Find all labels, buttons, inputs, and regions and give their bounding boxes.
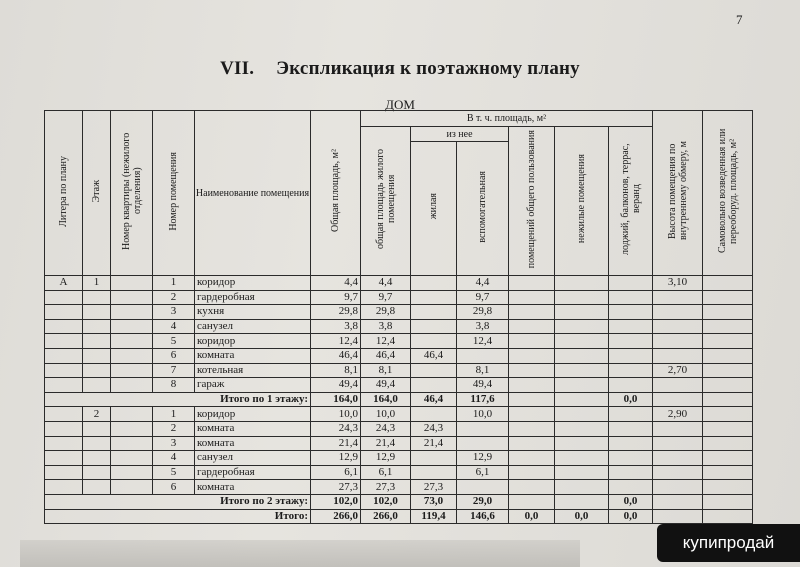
header-living: жилая <box>411 142 457 276</box>
cell-zhil_pom: 12,4 <box>361 334 411 349</box>
cell-room-number: 4 <box>153 319 195 334</box>
cell-vys <box>653 378 703 393</box>
cell-litera <box>45 378 83 393</box>
cell-vys: 2,70 <box>653 363 703 378</box>
cell-vspom: 49,4 <box>457 378 509 393</box>
cell-zhilaya: 46,4 <box>411 392 457 407</box>
cell-vys <box>653 436 703 451</box>
header-room-number: Номер помещения <box>153 111 195 276</box>
cell-obsh: 24,3 <box>311 421 361 436</box>
table-row <box>45 407 753 422</box>
cell-nezh <box>555 465 609 480</box>
cell-samov <box>703 305 753 320</box>
cell-zhilaya: 27,3 <box>411 480 457 495</box>
cell-nezh <box>555 319 609 334</box>
cell-lodzh <box>609 421 653 436</box>
cell-room-number: 2 <box>153 290 195 305</box>
cell-apartment <box>111 276 153 291</box>
header-litera: Литера по плану <box>45 111 83 276</box>
cell-zhil_pom: 6,1 <box>361 465 411 480</box>
header-including-area: В т. ч. площадь, м² <box>361 111 653 127</box>
table-row <box>45 276 753 291</box>
cell-obsh: 27,3 <box>311 480 361 495</box>
cell-vys <box>653 465 703 480</box>
cell-apartment <box>111 451 153 466</box>
cell-obshch <box>509 494 555 509</box>
cell-litera <box>45 305 83 320</box>
cell-samov <box>703 465 753 480</box>
cell-room-name: гардеробная <box>195 290 311 305</box>
cell-apartment <box>111 421 153 436</box>
header-common-use: помещений общего пользования <box>509 127 555 276</box>
cell-zhil_pom: 49,4 <box>361 378 411 393</box>
cell-vys <box>653 319 703 334</box>
cell-lodzh <box>609 348 653 363</box>
cell-obsh: 3,8 <box>311 319 361 334</box>
cell-floor <box>83 465 111 480</box>
cell-samov <box>703 407 753 422</box>
cell-room-name: гараж <box>195 378 311 393</box>
cell-vys <box>653 421 703 436</box>
cell-litera <box>45 319 83 334</box>
cell-room-name: санузел <box>195 319 311 334</box>
cell-lodzh <box>609 465 653 480</box>
cell-lodzh: 0,0 <box>609 509 653 524</box>
cell-floor <box>83 480 111 495</box>
cell-zhilaya: 119,4 <box>411 509 457 524</box>
cell-vys <box>653 451 703 466</box>
cell-vys <box>653 494 703 509</box>
cell-lodzh <box>609 480 653 495</box>
lower-page-shadow <box>20 540 580 567</box>
cell-lodzh <box>609 407 653 422</box>
cell-vspom: 117,6 <box>457 392 509 407</box>
page-title <box>0 58 800 80</box>
cell-samov <box>703 348 753 363</box>
cell-room-name: комната <box>195 421 311 436</box>
cell-room-name: котельная <box>195 363 311 378</box>
cell-floor: 2 <box>83 407 111 422</box>
cell-vys <box>653 348 703 363</box>
cell-samov <box>703 319 753 334</box>
cell-room-name: коридор <box>195 407 311 422</box>
cell-floor <box>83 378 111 393</box>
cell-floor <box>83 305 111 320</box>
cell-vspom: 6,1 <box>457 465 509 480</box>
cell-room-number: 5 <box>153 465 195 480</box>
header-unauthorized-area: Самовольно возведенная или переоборуд. площадь, м² <box>703 111 753 276</box>
cell-vspom: 8,1 <box>457 363 509 378</box>
cell-floor <box>83 451 111 466</box>
cell-samov <box>703 276 753 291</box>
cell-obsh: 102,0 <box>311 494 361 509</box>
header-non-residential: нежилые помещения <box>555 127 609 276</box>
cell-litera <box>45 363 83 378</box>
cell-zhilaya: 73,0 <box>411 494 457 509</box>
cell-samov <box>703 494 753 509</box>
table-row <box>45 451 753 466</box>
cell-vspom: 3,8 <box>457 319 509 334</box>
header-residential-total: общая площадь жилого помещения <box>361 127 411 276</box>
cell-vspom <box>457 480 509 495</box>
cell-litera <box>45 407 83 422</box>
cell-zhilaya <box>411 363 457 378</box>
cell-nezh: 0,0 <box>555 509 609 524</box>
cell-obsh: 6,1 <box>311 465 361 480</box>
cell-room-name: комната <box>195 436 311 451</box>
cell-nezh <box>555 436 609 451</box>
cell-zhilaya <box>411 407 457 422</box>
cell-zhil_pom: 21,4 <box>361 436 411 451</box>
cell-obshch <box>509 451 555 466</box>
cell-nezh <box>555 334 609 349</box>
cell-obsh: 12,4 <box>311 334 361 349</box>
cell-lodzh: 0,0 <box>609 494 653 509</box>
cell-obsh: 21,4 <box>311 436 361 451</box>
watermark-logo: купипродай <box>657 524 800 562</box>
cell-obshch <box>509 305 555 320</box>
section-title: Экспликация к поэтажному плану <box>276 58 580 79</box>
cell-lodzh <box>609 451 653 466</box>
cell-vys: 2,90 <box>653 407 703 422</box>
cell-vspom: 10,0 <box>457 407 509 422</box>
table-row <box>45 348 753 363</box>
cell-apartment <box>111 319 153 334</box>
cell-vys <box>653 334 703 349</box>
table-row <box>45 305 753 320</box>
cell-zhilaya: 24,3 <box>411 421 457 436</box>
cell-samov <box>703 363 753 378</box>
cell-room-name: санузел <box>195 451 311 466</box>
cell-zhilaya <box>411 465 457 480</box>
header-kvartira: Номер квартиры (нежилого отделения) <box>111 111 153 276</box>
cell-nezh <box>555 378 609 393</box>
cell-floor <box>83 334 111 349</box>
cell-samov <box>703 378 753 393</box>
cell-lodzh <box>609 436 653 451</box>
cell-zhilaya <box>411 334 457 349</box>
cell-nezh <box>555 494 609 509</box>
cell-floor <box>83 363 111 378</box>
cell-zhil_pom: 12,9 <box>361 451 411 466</box>
cell-zhil_pom: 3,8 <box>361 319 411 334</box>
cell-obshch <box>509 363 555 378</box>
cell-zhil_pom: 10,0 <box>361 407 411 422</box>
cell-lodzh: 0,0 <box>609 392 653 407</box>
cell-apartment <box>111 348 153 363</box>
cell-room-number: 2 <box>153 421 195 436</box>
cell-zhilaya: 21,4 <box>411 436 457 451</box>
cell-zhilaya <box>411 276 457 291</box>
cell-litera <box>45 465 83 480</box>
cell-room-name: комната <box>195 348 311 363</box>
cell-apartment <box>111 378 153 393</box>
cell-room-number: 6 <box>153 348 195 363</box>
cell-vspom <box>457 348 509 363</box>
building-label: ДОМ <box>385 97 415 112</box>
total-label: Итого: <box>45 509 311 524</box>
cell-zhilaya <box>411 290 457 305</box>
table-row <box>45 290 753 305</box>
cell-floor: 1 <box>83 276 111 291</box>
cell-vspom: 146,6 <box>457 509 509 524</box>
cell-samov <box>703 480 753 495</box>
cell-obshch: 0,0 <box>509 509 555 524</box>
cell-vspom: 12,9 <box>457 451 509 466</box>
cell-room-number: 1 <box>153 407 195 422</box>
cell-obshch <box>509 407 555 422</box>
cell-zhil_pom: 24,3 <box>361 421 411 436</box>
table-row <box>45 421 753 436</box>
cell-room-name: гардеробная <box>195 465 311 480</box>
cell-obsh: 46,4 <box>311 348 361 363</box>
page-number: 7 <box>736 12 743 27</box>
cell-zhil_pom: 27,3 <box>361 480 411 495</box>
cell-room-number: 8 <box>153 378 195 393</box>
section-number: VII. <box>220 58 255 79</box>
cell-nezh <box>555 363 609 378</box>
cell-obshch <box>509 319 555 334</box>
cell-obshch <box>509 436 555 451</box>
cell-vys: 3,10 <box>653 276 703 291</box>
cell-lodzh <box>609 378 653 393</box>
cell-apartment <box>111 363 153 378</box>
header-loggias: лоджий, балконов, террас, веранд <box>609 127 653 276</box>
cell-obsh: 8,1 <box>311 363 361 378</box>
cell-room-number: 3 <box>153 305 195 320</box>
cell-samov <box>703 451 753 466</box>
header-height: Высота помещения по внутреннему обмеру, м <box>653 111 703 276</box>
cell-obshch <box>509 392 555 407</box>
cell-vspom: 29,0 <box>457 494 509 509</box>
cell-obshch <box>509 348 555 363</box>
cell-litera <box>45 334 83 349</box>
cell-zhilaya <box>411 319 457 334</box>
cell-floor <box>83 290 111 305</box>
table-row <box>45 465 753 480</box>
cell-obshch <box>509 334 555 349</box>
total-row <box>45 509 753 524</box>
cell-vys <box>653 290 703 305</box>
cell-vspom: 4,4 <box>457 276 509 291</box>
cell-obshch <box>509 480 555 495</box>
cell-obshch <box>509 465 555 480</box>
cell-nezh <box>555 421 609 436</box>
cell-samov <box>703 421 753 436</box>
cell-zhil_pom: 29,8 <box>361 305 411 320</box>
cell-nezh <box>555 276 609 291</box>
cell-nezh <box>555 451 609 466</box>
header-total-area: Общая площадь, м² <box>311 111 361 276</box>
cell-obsh: 12,9 <box>311 451 361 466</box>
cell-apartment <box>111 290 153 305</box>
table-row <box>45 319 753 334</box>
header-of-which: из нее <box>411 127 509 142</box>
cell-obsh: 266,0 <box>311 509 361 524</box>
cell-lodzh <box>609 276 653 291</box>
cell-vspom: 12,4 <box>457 334 509 349</box>
total-label: Итого по 1 этажу: <box>45 392 311 407</box>
cell-zhilaya: 46,4 <box>411 348 457 363</box>
cell-obshch <box>509 290 555 305</box>
cell-obshch <box>509 378 555 393</box>
cell-vys <box>653 509 703 524</box>
cell-room-number: 5 <box>153 334 195 349</box>
cell-floor <box>83 319 111 334</box>
cell-zhil_pom: 164,0 <box>361 392 411 407</box>
cell-room-number: 7 <box>153 363 195 378</box>
header-auxiliary: вспомогательная <box>457 142 509 276</box>
cell-litera: А <box>45 276 83 291</box>
cell-nezh <box>555 290 609 305</box>
cell-floor <box>83 421 111 436</box>
cell-litera <box>45 421 83 436</box>
cell-litera <box>45 451 83 466</box>
cell-nezh <box>555 392 609 407</box>
table-row <box>45 363 753 378</box>
cell-vys <box>653 480 703 495</box>
cell-room-number: 4 <box>153 451 195 466</box>
header-room-name: Наименование помещения <box>195 111 311 276</box>
cell-apartment <box>111 407 153 422</box>
explication-table <box>44 110 753 524</box>
cell-apartment <box>111 305 153 320</box>
cell-zhilaya <box>411 451 457 466</box>
cell-obsh: 4,4 <box>311 276 361 291</box>
cell-litera <box>45 348 83 363</box>
cell-zhil_pom: 102,0 <box>361 494 411 509</box>
cell-obsh: 164,0 <box>311 392 361 407</box>
cell-floor <box>83 348 111 363</box>
cell-room-number: 3 <box>153 436 195 451</box>
cell-zhil_pom: 9,7 <box>361 290 411 305</box>
cell-lodzh <box>609 319 653 334</box>
cell-zhilaya <box>411 305 457 320</box>
total-label: Итого по 2 этажу: <box>45 494 311 509</box>
cell-nezh <box>555 348 609 363</box>
cell-apartment <box>111 436 153 451</box>
total-row <box>45 494 753 509</box>
cell-nezh <box>555 305 609 320</box>
cell-zhil_pom: 266,0 <box>361 509 411 524</box>
table-row <box>45 334 753 349</box>
cell-obsh: 10,0 <box>311 407 361 422</box>
cell-lodzh <box>609 290 653 305</box>
cell-samov <box>703 334 753 349</box>
cell-obsh: 29,8 <box>311 305 361 320</box>
cell-obsh: 9,7 <box>311 290 361 305</box>
cell-samov <box>703 509 753 524</box>
header-etazh: Этаж <box>83 111 111 276</box>
cell-nezh <box>555 407 609 422</box>
table-row <box>45 378 753 393</box>
cell-lodzh <box>609 334 653 349</box>
cell-zhil_pom: 4,4 <box>361 276 411 291</box>
cell-room-number: 1 <box>153 276 195 291</box>
cell-vspom <box>457 421 509 436</box>
cell-samov <box>703 392 753 407</box>
cell-floor <box>83 436 111 451</box>
cell-obshch <box>509 421 555 436</box>
cell-litera <box>45 480 83 495</box>
cell-lodzh <box>609 363 653 378</box>
cell-apartment <box>111 480 153 495</box>
cell-nezh <box>555 480 609 495</box>
cell-vspom: 29,8 <box>457 305 509 320</box>
cell-room-name: коридор <box>195 334 311 349</box>
cell-room-name: коридор <box>195 276 311 291</box>
cell-room-name: комната <box>195 480 311 495</box>
cell-vys <box>653 305 703 320</box>
cell-room-number: 6 <box>153 480 195 495</box>
table-row <box>45 436 753 451</box>
cell-litera <box>45 290 83 305</box>
cell-apartment <box>111 465 153 480</box>
cell-litera <box>45 436 83 451</box>
cell-room-name: кухня <box>195 305 311 320</box>
cell-lodzh <box>609 305 653 320</box>
cell-obshch <box>509 276 555 291</box>
cell-vys <box>653 392 703 407</box>
cell-zhil_pom: 46,4 <box>361 348 411 363</box>
cell-zhilaya <box>411 378 457 393</box>
cell-samov <box>703 290 753 305</box>
cell-samov <box>703 436 753 451</box>
cell-apartment <box>111 334 153 349</box>
cell-obsh: 49,4 <box>311 378 361 393</box>
cell-vspom: 9,7 <box>457 290 509 305</box>
cell-zhil_pom: 8,1 <box>361 363 411 378</box>
table-row <box>45 480 753 495</box>
cell-vspom <box>457 436 509 451</box>
total-row <box>45 392 753 407</box>
